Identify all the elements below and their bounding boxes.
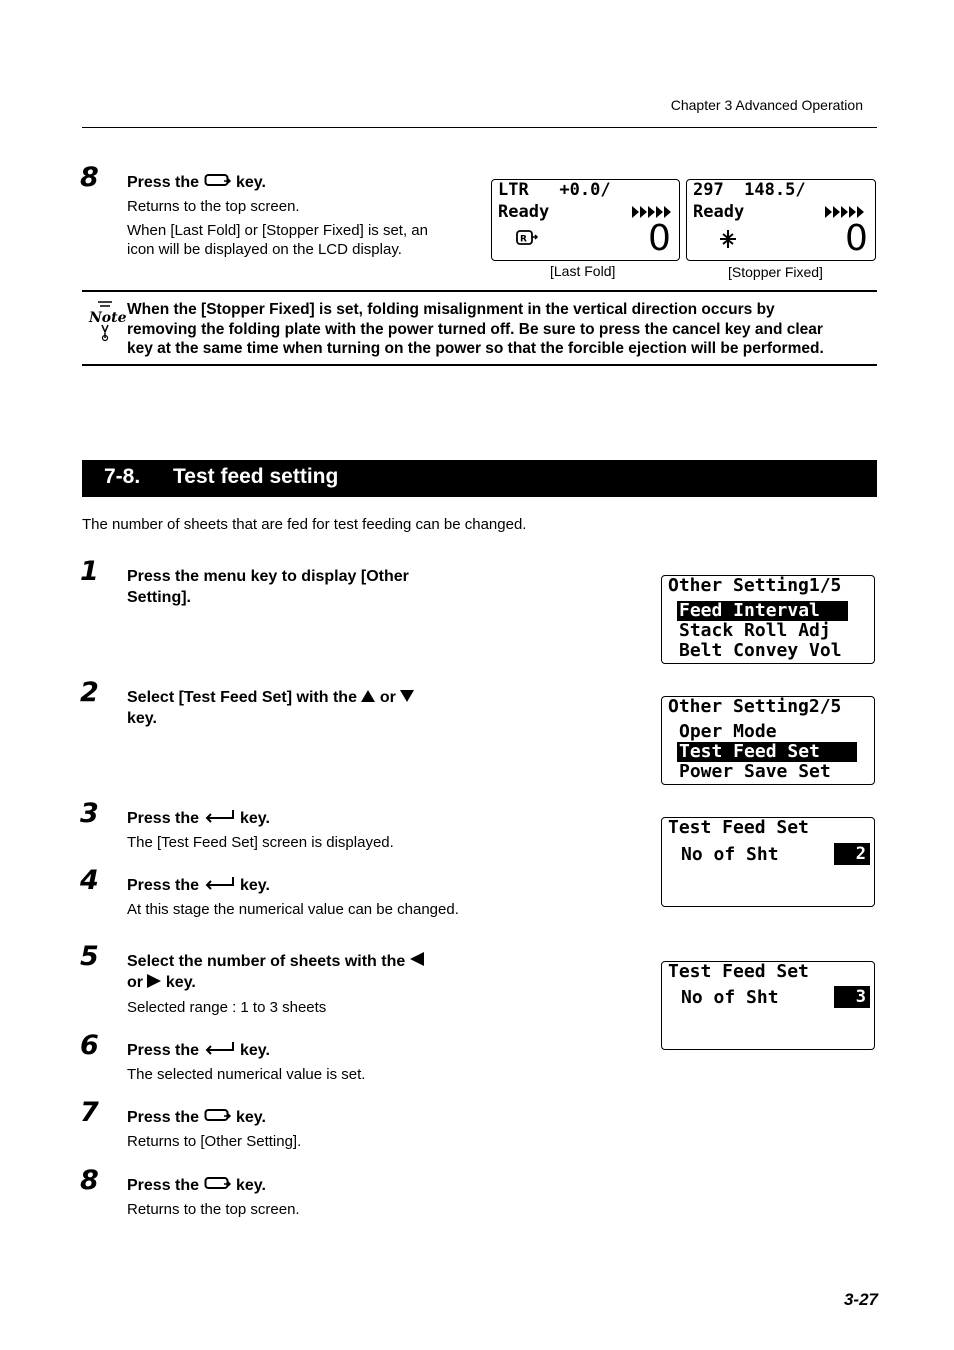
- sheet-count-value: 3: [834, 986, 870, 1008]
- left-arrow-icon: [410, 951, 424, 972]
- step-number: 6: [80, 1030, 99, 1061]
- step-number: 5: [80, 941, 99, 972]
- step-number: 4: [80, 865, 99, 896]
- lcd-test-feed-set-2: Test Feed Set No of Sht 2: [661, 817, 875, 907]
- step-desc: icon will be displayed on the LCD display.: [127, 241, 402, 258]
- page-number: 3-27: [843, 1290, 878, 1309]
- step-desc: The selected numerical value is set.: [127, 1066, 366, 1083]
- step-number: 3: [80, 798, 99, 829]
- last-fold-icon: [514, 228, 538, 253]
- note-text: When the [Stopper Fixed] is set, folding misalignment in the vertical direction occurs by removing the folding plate with the power turned off. Be sure to press the cancel key and clear key at the same time when turning on the power so that the forcible ejection will be performed.: [127, 301, 824, 357]
- lcd-test-feed-set-3: Test Feed Set No of Sht 3: [661, 961, 875, 1050]
- stopper-fixed-icon: [717, 228, 739, 255]
- header-rule: [82, 127, 877, 128]
- intro-text: The number of sheets that are fed for test feeding can be changed.: [82, 516, 527, 533]
- enter-key-icon: [204, 808, 236, 829]
- note-top-rule: [82, 290, 877, 292]
- step-title: Press the key.: [127, 172, 266, 194]
- step-number: 8: [80, 162, 99, 193]
- note-bottom-rule: [82, 364, 877, 366]
- step-title: Press the key.: [127, 808, 270, 829]
- count-value: 0: [845, 218, 868, 259]
- step-desc: Returns to the top screen.: [127, 1201, 300, 1218]
- lcd-other-setting-1: Other Setting1/5 Feed Interval Stack Roll Adj Belt Convey Vol: [661, 575, 875, 664]
- step-title: Press the menu key to display [Other Setting].: [127, 568, 409, 606]
- step-desc: The [Test Feed Set] screen is displayed.: [127, 834, 394, 851]
- step-title: Press the key.: [127, 1040, 270, 1061]
- cancel-key-icon: [204, 1107, 232, 1129]
- step-desc: When [Last Fold] or [Stopper Fixed] is set, an: [127, 222, 428, 239]
- section-number: 7-8.: [104, 465, 141, 488]
- step-title: Press the key.: [127, 875, 270, 896]
- lcd-last-fold: LTR +0.0/ Ready R 0: [491, 179, 680, 261]
- count-value: 0: [648, 218, 671, 259]
- step-title: Select [Test Feed Set] with the or key.: [127, 687, 414, 729]
- lcd-stopper-fixed: 297 148.5/ Ready 0: [686, 179, 876, 261]
- note-icon: [88, 300, 127, 347]
- step-number: 2: [80, 677, 99, 708]
- step-number: 7: [80, 1097, 99, 1128]
- svg-text:Note: Note: [89, 310, 127, 326]
- step-desc: At this stage the numerical value can be changed.: [127, 901, 459, 918]
- step-number: 8: [80, 1165, 99, 1196]
- enter-key-icon: [204, 1040, 236, 1061]
- lcd-other-setting-2: Other Setting2/5 Oper Mode Test Feed Set Power Save Set: [661, 696, 875, 785]
- step-desc: Selected range : 1 to 3 sheets: [127, 999, 327, 1016]
- right-arrow-icon: [147, 973, 161, 994]
- down-arrow-icon: [400, 687, 414, 708]
- section-title: Test feed setting: [173, 465, 339, 488]
- lcd-caption: [Last Fold]: [550, 263, 616, 279]
- step-title: Press the key.: [127, 1175, 266, 1197]
- step-title: Press the key.: [127, 1107, 266, 1129]
- svg-text:R: R: [520, 234, 527, 245]
- up-arrow-icon: [361, 687, 375, 708]
- step-desc: Returns to the top screen.: [127, 198, 300, 215]
- cancel-key-icon: [204, 172, 232, 194]
- chapter-header: Chapter 3 Advanced Operation: [670, 97, 863, 113]
- section-heading: [82, 460, 877, 497]
- sheet-count-value: 2: [834, 843, 870, 865]
- step-number: 1: [80, 556, 99, 587]
- step-title: Select the number of sheets with the or key.: [127, 951, 424, 994]
- lcd-caption: [Stopper Fixed]: [728, 264, 823, 280]
- cancel-key-icon: [204, 1175, 232, 1197]
- step-desc: Returns to [Other Setting].: [127, 1133, 302, 1150]
- enter-key-icon: [204, 875, 236, 896]
